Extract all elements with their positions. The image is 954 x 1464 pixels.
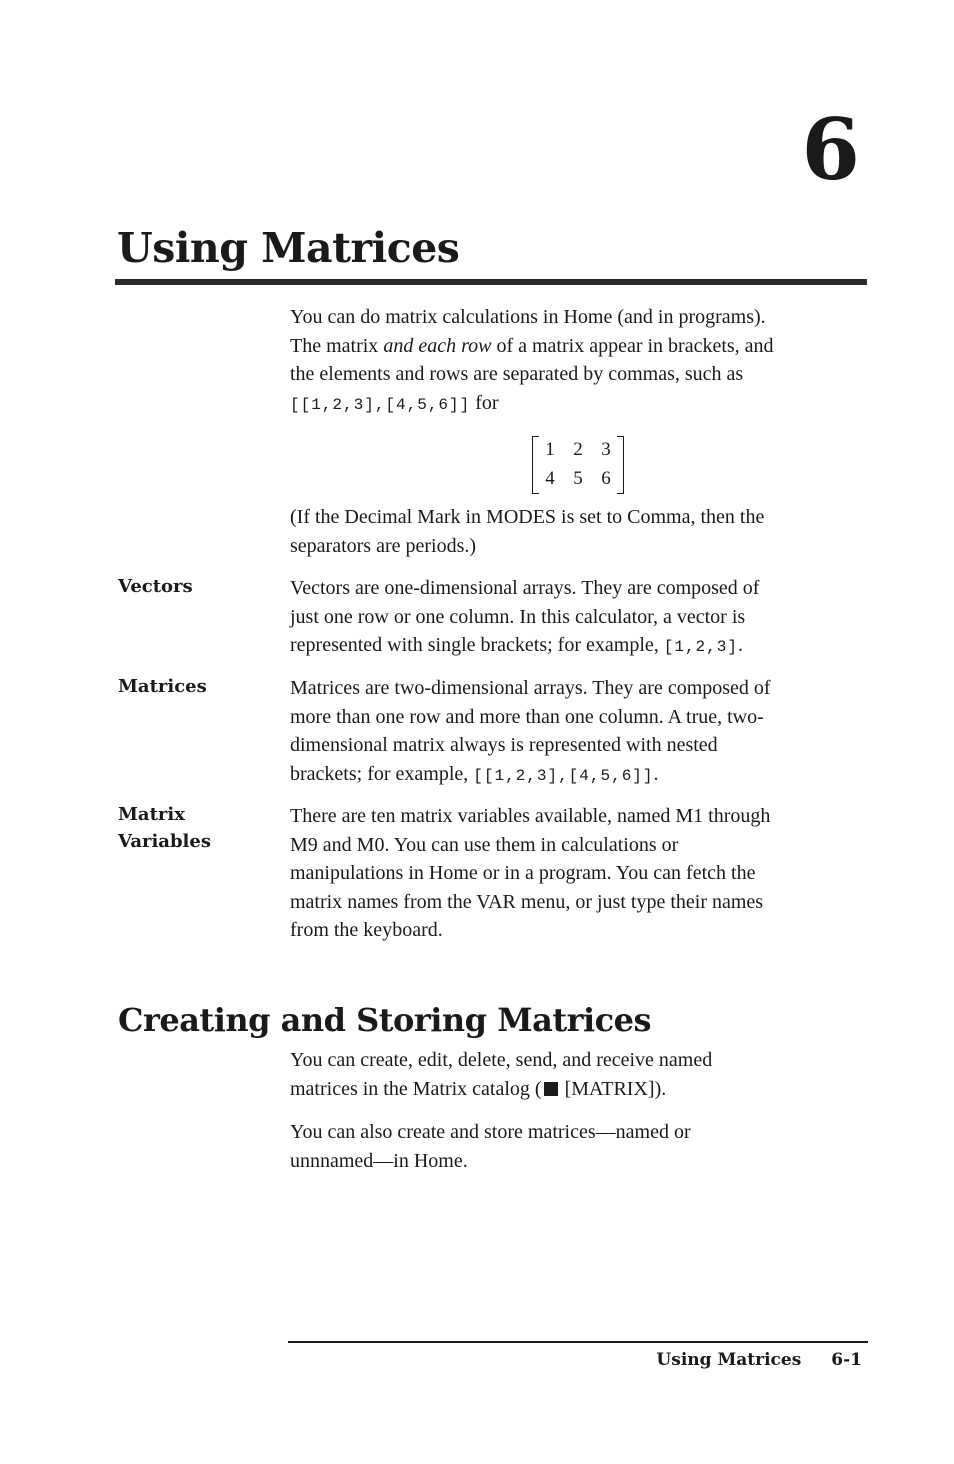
left-bracket bbox=[532, 436, 539, 494]
intro-line: the elements and rows are separated by commas, such as bbox=[290, 363, 744, 385]
section-title: Creating and Storing Matrices bbox=[118, 1001, 651, 1039]
vectors-paragraph: Vectors are one-dimensional arrays. They are composed of just one row or one column. In this calculator, a vector is represented with single brackets; for example, [1,2,3]. bbox=[290, 577, 760, 656]
code-example: [1,2,3] bbox=[663, 638, 738, 656]
page-footer bbox=[656, 1350, 862, 1370]
matrix-variables-paragraph: There are ten matrix variables available, named M1 through M9 and M0. You can use them in calculations or manipulations in Home or in a program. You can fetch the matrix names from the VAR menu, or just type their names from the keyboard. bbox=[290, 805, 771, 941]
intro-line: The matrix and each row of a matrix appear in brackets, and bbox=[290, 334, 774, 357]
right-bracket bbox=[617, 436, 624, 494]
shift-key-icon bbox=[544, 1082, 558, 1096]
page-number: 6-1 bbox=[831, 1350, 862, 1370]
matrix-row: 4 5 6 bbox=[545, 468, 611, 489]
intro-line: [[1,2,3],[4,5,6]] for bbox=[290, 391, 499, 414]
section-paragraph: You can also create and store matrices—named or unnnamed—in Home. bbox=[290, 1121, 691, 1172]
intro-line: You can do matrix calculations in Home (and in programs). bbox=[290, 306, 766, 328]
section-paragraph: You can create, edit, delete, send, and receive named matrices in the Matrix catalog ( [MATRIX]). bbox=[290, 1049, 713, 1100]
footer-title: Using Matrices bbox=[656, 1350, 802, 1370]
chapter-number: 6 bbox=[801, 100, 860, 199]
decimal-note: (If the Decimal Mark in MODES is set to Comma, then the separators are periods.) bbox=[290, 506, 765, 557]
code-example: [[1,2,3],[4,5,6]] bbox=[473, 766, 654, 785]
matrix-row: 1 2 3 bbox=[545, 439, 611, 460]
intro-paragraph bbox=[290, 303, 865, 419]
chapter-title: Using Matrices bbox=[117, 224, 460, 272]
code-example: [[1,2,3],[4,5,6]] bbox=[290, 395, 471, 414]
vectors-label: Vectors bbox=[118, 576, 193, 597]
matrices-label: Matrices bbox=[118, 676, 207, 697]
matrix-display bbox=[532, 436, 624, 494]
matrix-variables-label: Matrix Variables bbox=[118, 804, 211, 852]
title-rule bbox=[115, 279, 867, 285]
footer-rule bbox=[288, 1341, 868, 1343]
matrices-paragraph: Matrices are two-dimensional arrays. They are composed of more than one row and more than one column. A true, two- dimensional matrix always is represented with nested brackets; for example, [[1,2,3],[4,5,6]]. bbox=[290, 677, 771, 785]
